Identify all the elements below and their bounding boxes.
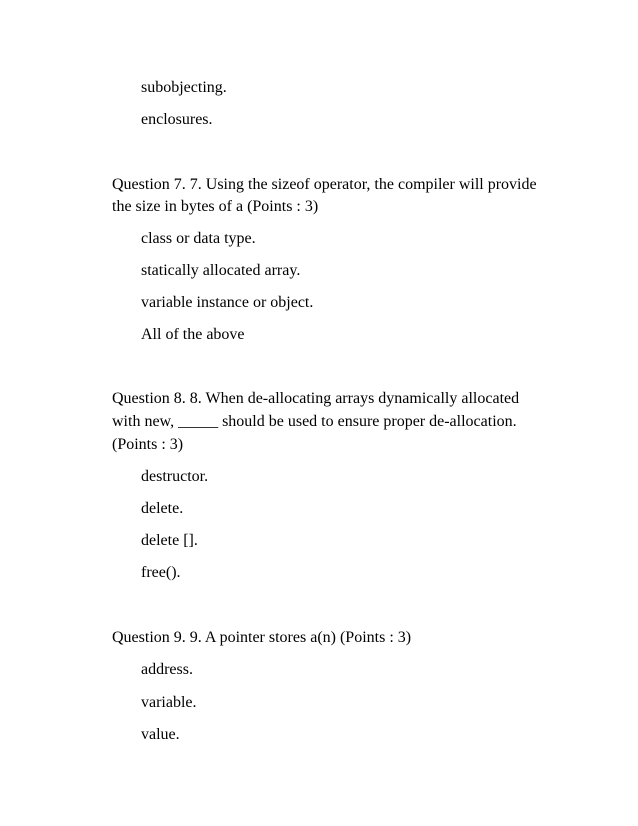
- option-text: address.: [141, 661, 193, 678]
- option-text: enclosures.: [141, 111, 213, 128]
- option-text: statically allocated array.: [141, 262, 301, 279]
- question-text: (Points : 3): [112, 436, 184, 453]
- question-text: with new, _____ should be used to ensure proper de-allocation.: [112, 413, 517, 430]
- option-text: variable.: [141, 694, 197, 711]
- option-text: All of the above: [141, 326, 245, 343]
- option-text: variable instance or object.: [141, 294, 314, 311]
- question-text: Question 8. 8. When de-allocating arrays dynamically allocated: [112, 390, 520, 407]
- option-text: delete [].: [141, 532, 198, 549]
- question-text: Question 9. 9. A pointer stores a(n) (Points : 3): [112, 629, 412, 646]
- question-text: the size in bytes of a (Points : 3): [112, 198, 319, 215]
- option-text: delete.: [141, 500, 184, 517]
- option-text: destructor.: [141, 468, 209, 485]
- option-text: value.: [141, 726, 180, 743]
- option-text: subobjecting.: [141, 79, 227, 96]
- option-text: class or data type.: [141, 230, 256, 247]
- option-text: free().: [141, 564, 181, 581]
- question-text: Question 7. 7. Using the sizeof operator, the compiler will provide: [112, 176, 537, 193]
